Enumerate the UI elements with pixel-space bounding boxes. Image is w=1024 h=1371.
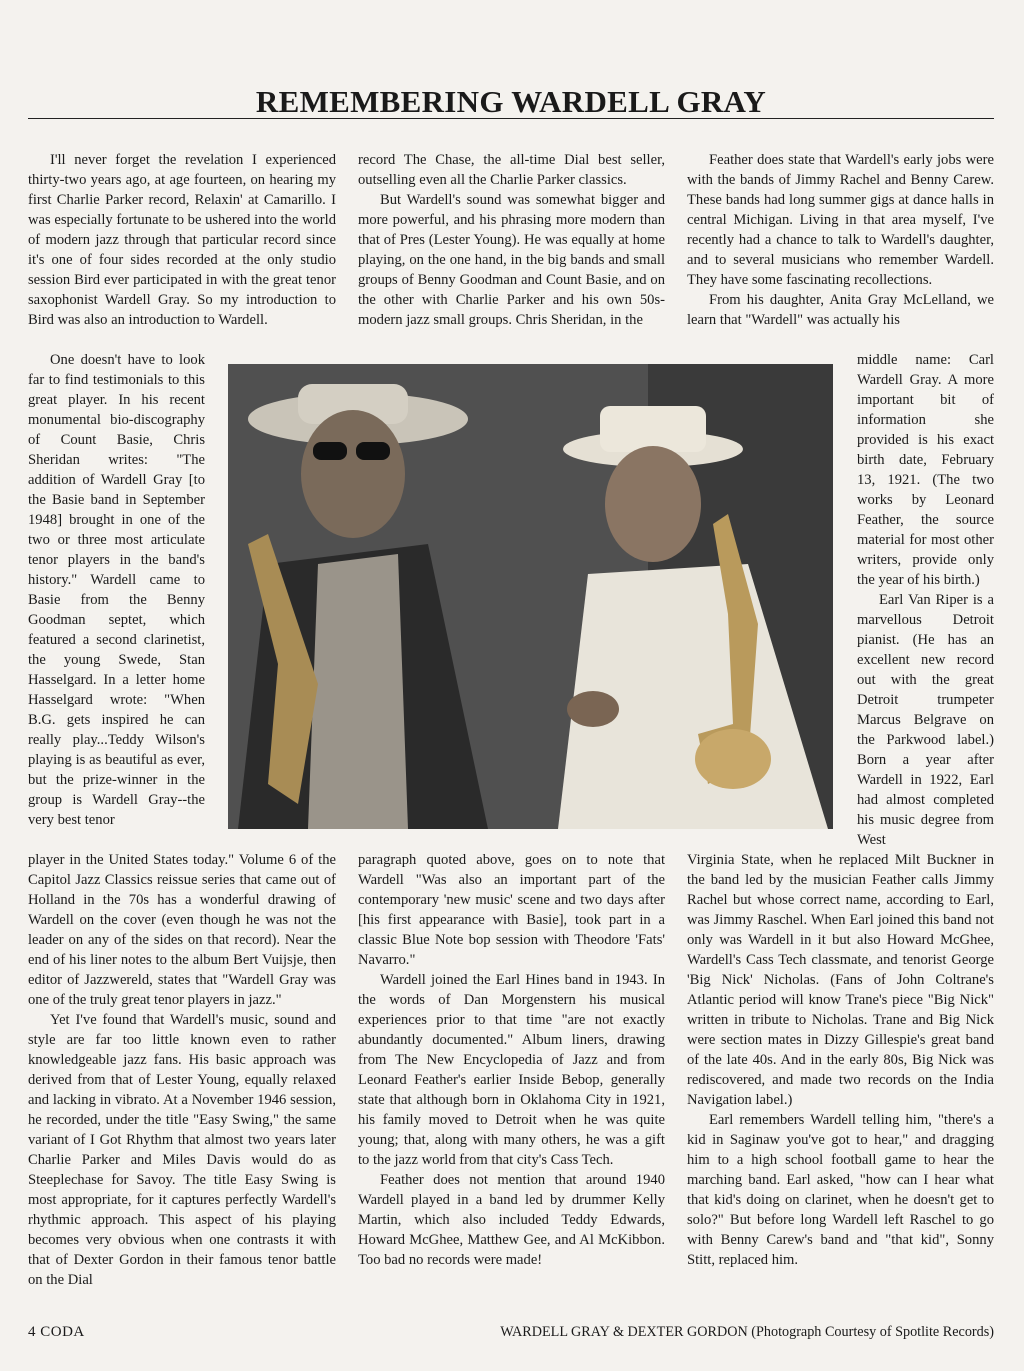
paragraph: One doesn't have to look far to find testimonials to this great player. In his recent monumental bio-discography of Count Basie, Chris Sheridan writes: "The addition of Wardell Gray [to the Basie band in September 1948] brought in one of the two or three most articulate tenor players in the band's history." Wardell came to Basie from the Benny Goodman septet, which featured a second clarinetist, the young Swede, Stan Hasselgard. In a letter home Hasselgard wrote: "When B.G. gets inspired he can really play...Teddy Wilson's playing is as beautiful as ever, but the prize-winner in the group is Wardell Gray--the very best tenor xyxy=(28,352,205,828)
column-3-bottom xyxy=(687,850,994,1270)
title-rule xyxy=(28,118,994,119)
paragraph: middle name: Carl Wardell Gray. A more important bit of information she provided is his exact birth date, February 13, 1921. (The two works by Leonard Feather, the source material for most other writers, provide only the year of his birth.) xyxy=(857,352,994,588)
page-number: 4 CODA xyxy=(28,1324,85,1340)
column-1-bottom xyxy=(28,850,336,1290)
column-2-bottom xyxy=(358,850,665,1270)
paragraph: Wardell joined the Earl Hines band in 1943. In the words of Dan Morgenstern his musical experiences prior to that time "are not exactly abundantly documented." Album liners, drawing from The New Encyclopedia of Jazz and from Leonard Feather's earlier Inside Bebop, generally state that although born in Oklahoma City in 1921, his family moved to Detroit when he was quite young; that, along with many others, he was a gift to the jazz world from that city's Cass Tech. xyxy=(358,972,665,1168)
paragraph: But Wardell's sound was somewhat bigger and more powerful, and his phrasing more modern than that of Pres (Lester Young). He was equally at home playing, on the one hand, in the big bands and small groups of Benny Goodman and Count Basie, and on the other with Charlie Parker and his own 50s-modern jazz small groups. Chris Sheridan, in the xyxy=(358,192,665,328)
paragraph: Earl remembers Wardell telling him, "there's a kid in Saginaw you've got to hear," and dragging him to a high school football game to hear the marching band. Earl asked, "how can I hear what that kid's doing on clarinet, when he doesn't get to solo?" But before long Wardell left Raschel to go with Benny Carew's band and "that kid", Sonny Stitt, replaced him. xyxy=(687,1112,994,1268)
photo-illustration xyxy=(228,364,833,829)
column-1-top xyxy=(28,150,336,330)
photograph-wardell-gray-dexter-gordon xyxy=(228,364,833,829)
paragraph: Earl Van Riper is a marvellous Detroit pianist. (He has an excellent new record out with the great Detroit trumpeter Marcus Belgrave on the Parkwood label.) Born a year after Wardell in 1922, Earl had almost completed his music degree from West xyxy=(857,592,994,848)
paragraph: I'll never forget the revelation I experienced thirty-two years ago, at age fourteen, on hearing my first Charlie Parker record, Relaxin' at Camarillo. I was especially fortunate to be ushered into the world of modern jazz through that particular record since it's one of four sides recorded at the only studio session Bird ever participated in with the great tenor saxophonist Wardell Gray. So my introduction to Bird was also an introduction to Wardell. xyxy=(28,152,336,328)
photo-caption: WARDELL GRAY & DEXTER GORDON (Photograph Courtesy of Spotlite Records) xyxy=(500,1324,994,1340)
paragraph: paragraph quoted above, goes on to note that Wardell "Was also an important part of the contemporary 'new music' scene and two days after [his first appearance with Basie], took part in a classic Blue Note bop session with Theodore 'Fats' Navarro." xyxy=(358,852,665,968)
left-wrap-text xyxy=(28,350,205,830)
column-3-top xyxy=(687,150,994,330)
paragraph: record The Chase, the all-time Dial best seller, outselling even all the Charlie Parker classics. xyxy=(358,152,665,188)
column-2-top xyxy=(358,150,665,330)
right-wrap-text xyxy=(857,350,994,850)
paragraph: Yet I've found that Wardell's music, sound and style are far too little known even to rather knowledgeable jazz fans. His basic approach was derived from that of Lester Young, equally relaxed and lacking in vibrato. At a November 1946 session, he recorded, under the title "Easy Swing," the same variant of I Got Rhythm that almost two years later Charlie Parker and Miles Davis would do as Steeplechase for Savoy. The title Easy Swing is most appropriate, for it captures perfectly Wardell's rhythmic approach. This aspect of his playing becomes very obvious when one contrasts it with that of Dexter Gordon in their famous tenor battle on the Dial xyxy=(28,1012,336,1288)
article-title: REMEMBERING WARDELL GRAY xyxy=(255,84,767,119)
paragraph: From his daughter, Anita Gray McLelland, we learn that "Wardell" was actually his xyxy=(687,292,994,328)
paragraph: Feather does state that Wardell's early jobs were with the bands of Jimmy Rachel and Benny Carew. These bands had long summer gigs at dance halls in central Michigan. Living in that area myself, I've recently had a chance to talk to Wardell's daughter, and to several musicians who remember Wardell. They have some fascinating recollections. xyxy=(687,152,994,288)
paragraph: Feather does not mention that around 1940 Wardell played in a band led by drummer Kelly Martin, which also included Teddy Edwards, Howard McGhee, Matthew Gee, and Al McKibbon. Too bad no records were made! xyxy=(358,1172,665,1268)
paragraph: player in the United States today." Volume 6 of the Capitol Jazz Classics reissue series that came out of Holland in the 70s has a wonderful drawing of Wardell on the cover (even though he was not the leader on any of the sides on that record). Near the end of his liner notes to the album Bert Vuijsje, then editor of Jazzwereld, states that "Wardell Gray was one of the truly great tenor players in jazz." xyxy=(28,852,336,1008)
paragraph: Virginia State, when he replaced Milt Buckner in the band led by the musician Feather calls Jimmy Rachel but whose correct name, according to Earl, was Jimmy Raschel. When Earl joined this band not only was Wardell in it but also Howard McGhee, Wardell's Cass Tech classmate, and tenorist George 'Big Nick' Nicholas. (Fans of John Coltrane's Atlantic period will know Trane's piece "Big Nick" written in tribute to Nicholas. Trane and Big Nick were section mates in Dizzy Gillespie's great band of the late 40s. And in the early 80s, Big Nick was rediscovered, and made two records on the India Navigation label.) xyxy=(687,852,994,1108)
